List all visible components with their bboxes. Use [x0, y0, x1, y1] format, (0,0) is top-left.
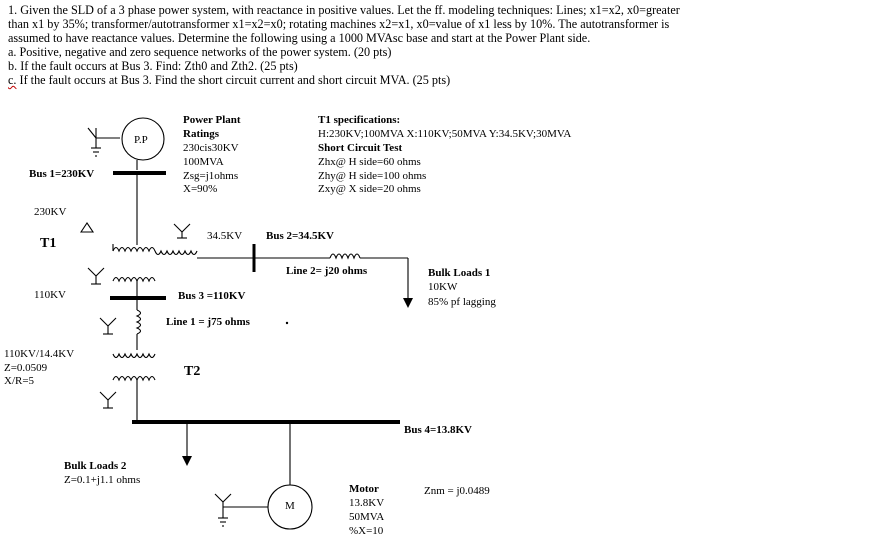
power-plant-voltage: 230cis30KV: [183, 142, 239, 154]
problem-line-2b: ; transformer/autotransformer x1=x2=x0; rotating machines x2=x1, x0=value of x1 less by 10%. The autotransformer is: [84, 17, 670, 31]
t2-ground-icon: [100, 392, 116, 408]
line-2-label: Line 2= j20 ohms: [286, 265, 368, 277]
motor-reactance: %X=10: [349, 525, 384, 537]
bulk-load-1-pf: 85% pf lagging: [428, 296, 496, 308]
motor-voltage: 13.8KV: [349, 497, 385, 509]
bus-1-label: Bus 1=230KV: [29, 168, 95, 180]
bulk-load-2-impedance: Z=0.1+j1.1 ohms: [64, 474, 141, 486]
bus-4-label: Bus 4=13.8KV: [404, 424, 473, 436]
t1-zhx: Zhx@ H side=60 ohms: [318, 156, 421, 168]
line-1-inductor: [137, 310, 141, 334]
t2-impedance: Z=0.0509: [4, 362, 48, 374]
t1-spec-heading: T1 specifications:: [318, 114, 401, 126]
t1-y-ground-icon: [174, 224, 190, 238]
problem-part-c-text: If the fault occurs at Bus 3. Find the short circuit current and short circuit MVA. (25 pts): [16, 73, 451, 87]
bulk-load-2-title: Bulk Loads 2: [64, 460, 127, 472]
problem-line-3: assumed to have reactance values. Determine the following using a 1000 MVAsc base and start at the Power Plant side.: [8, 31, 591, 45]
t2-secondary-winding: [113, 377, 155, 381]
t1-label: T1: [40, 236, 57, 251]
power-plant-heading: Power Plant: [183, 114, 241, 126]
bus-2-label: Bus 2=34.5KV: [266, 230, 335, 242]
line-1-label: Line 1 = j75 ohms: [166, 316, 250, 328]
line-1-ground-icon: [100, 318, 116, 334]
t1-voltage-110: 110KV: [34, 289, 66, 301]
t1-spec-ratings: H:230KV;100MVA X:110KV;50MVA Y:34.5KV;30MVA: [318, 128, 572, 140]
power-plant-zsg: Zsg=j1ohms: [183, 170, 239, 182]
bulk-load-1-arrow-icon: [403, 298, 413, 308]
t1-zxy: Zxy@ X side=20 ohms: [318, 183, 421, 195]
t1-tertiary-winding: [155, 251, 197, 255]
t1-secondary-winding: [113, 278, 155, 282]
t1-voltage-34: 34.5KV: [207, 230, 243, 242]
power-plant-x: X=90%: [183, 183, 218, 195]
problem-part-a: a. Positive, negative and zero sequence networks of the power system. (20 pts): [8, 45, 392, 59]
t1-primary-winding: [113, 248, 155, 252]
t1-short-circuit-heading: Short Circuit Test: [318, 142, 403, 154]
t2-xr: X/R=5: [4, 375, 35, 387]
motor-symbol-label: M: [285, 500, 295, 512]
bus-3-label: Bus 3 =110KV: [178, 290, 246, 302]
motor-ground-icon: [215, 494, 268, 526]
motor-mva: 50MVA: [349, 511, 385, 523]
problem-part-c-letter: c.: [8, 73, 17, 87]
motor-title: Motor: [349, 483, 379, 495]
motor-neutral-impedance: Znm = j0.0489: [424, 485, 490, 497]
power-plant-ground-icon: [88, 128, 120, 156]
problem-line-1: 1. Given the SLD of a 3 phase power system, with reactance in positive values. Let the ff. modeling techniques: Lines; x1=x2, x0=greater: [8, 3, 680, 17]
problem-line-2a: than x1 by 35%: [8, 17, 85, 31]
bulk-load-1-title: Bulk Loads 1: [428, 267, 491, 279]
t2-rating: 110KV/14.4KV: [4, 348, 75, 360]
power-plant-symbol-label: P.P: [134, 134, 148, 146]
power-plant-ratings-heading: Ratings: [183, 128, 220, 140]
power-plant-mva: 100MVA: [183, 156, 224, 168]
t1-zhy: Zhy@ H side=100 ohms: [318, 170, 427, 182]
bulk-load-2-arrow-icon: [182, 456, 192, 466]
bulk-load-1-power: 10KW: [428, 281, 458, 293]
t2-label: T2: [184, 364, 201, 379]
problem-part-b: b. If the fault occurs at Bus 3. Find: Zth0 and Zth2. (25 pts): [8, 59, 298, 73]
t2-primary-winding: [113, 354, 155, 358]
line-2-inductor: [330, 254, 360, 258]
t1-secondary-ground-icon: [88, 268, 104, 284]
t1-voltage-230: 230KV: [34, 206, 67, 218]
t1-delta-icon: [81, 223, 93, 232]
stray-dot: [286, 322, 288, 324]
